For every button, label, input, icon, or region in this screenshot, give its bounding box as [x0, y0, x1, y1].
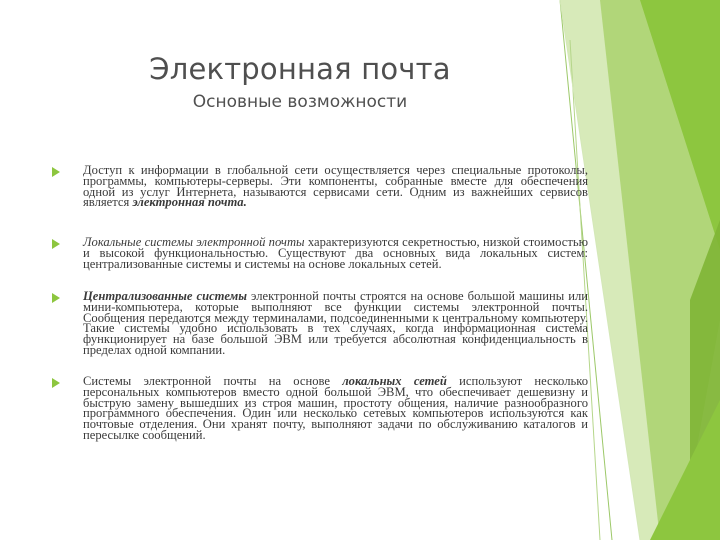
bullet-arrow-icon — [52, 378, 60, 388]
bullet-arrow-icon — [52, 293, 60, 303]
bullet-text-2: Локальные системы электронной почты характеризуются секретностью, низкой стоимостью и высокой функциональностью. Существуют два основных вида локальных систем: централизованные системы и системы на основе локальных сетей. — [83, 235, 589, 271]
slide-title: Электронная почта — [149, 52, 451, 86]
bullet-arrow-icon — [52, 167, 60, 177]
slide-subtitle: Основные возможности — [192, 92, 408, 112]
bullet-text-3: Централизованные системы электронной почты строятся на основе большой машины или мини-компьютера, которые выполняют все функции системы электронной почты. Сообщения передаются между терминалами, подсоединенными к центральному компьютеру. Такие системы удобно использовать в тех случаях, когда информационная система функционирует на базе большой ЭВМ или требуется абсолютная конфиденциальность в пределах одной компании. — [83, 289, 589, 357]
bullet-arrow-icon — [52, 239, 60, 249]
bullet-text-1: Доступ к информации в глобальной сети осуществляется через специальные протоколы, программы, компьютеры-серверы. Эти компоненты, собранные вместе для обеспечения одной из услуг Интернета, называются сервисами сети. Одним из важнейших сервисов является электронная почта. — [83, 163, 588, 210]
bullet-text-4: Системы электронной почты на основе локальных сетей используют несколько персональных компьютеров вместо одной большой ЭВМ, что обеспечивает дешевизну и быструю замену вышедших из строя машин, простоту общения, наличие разнообразного программного обеспечения. Один или несколько сетевых компьютеров используются как почтовые отделения. Они хранят почту, выполняют задачи по обслуживанию каталогов и пересылке сообщений. — [83, 374, 588, 442]
